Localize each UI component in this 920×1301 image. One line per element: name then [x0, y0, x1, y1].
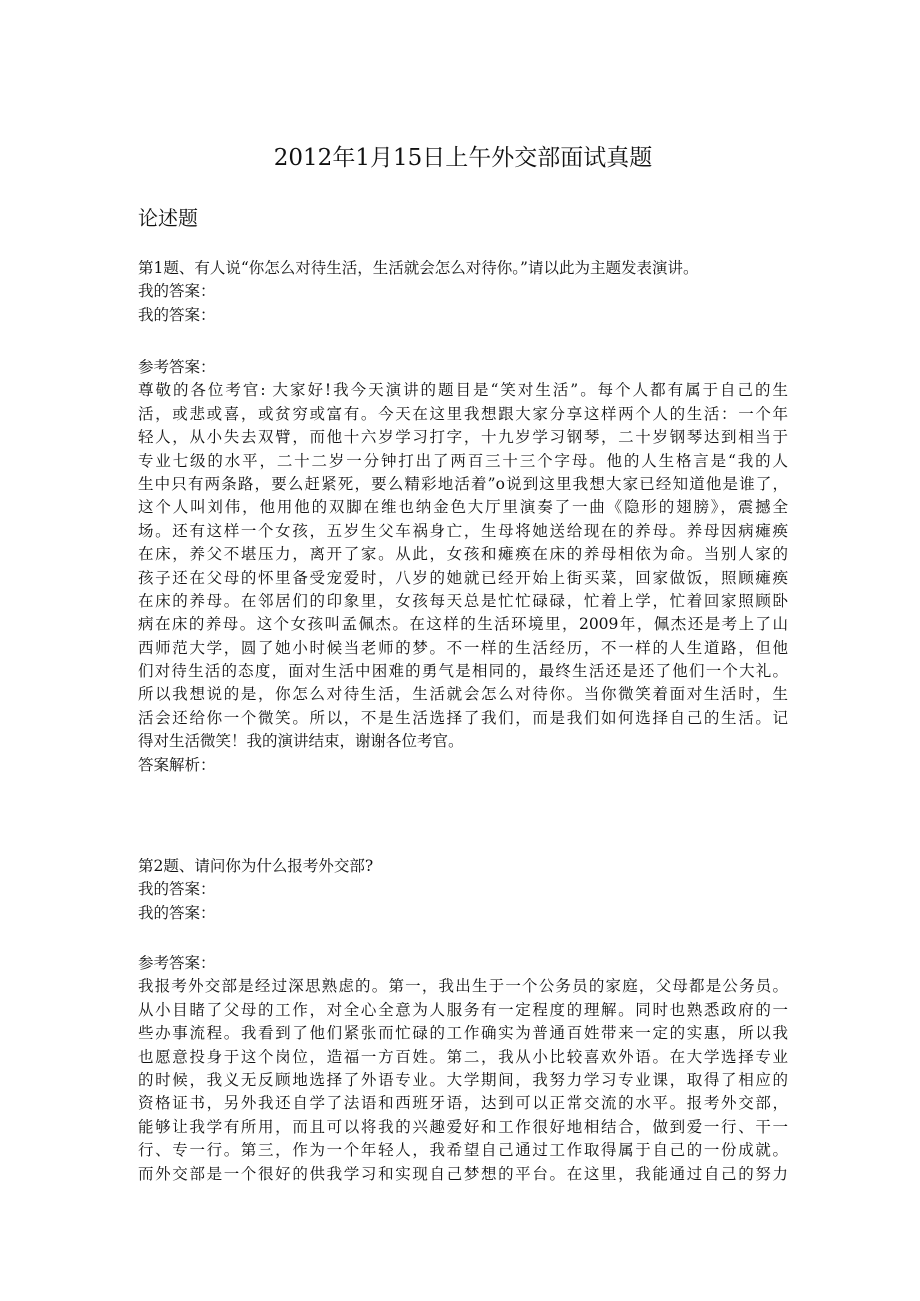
answer-line: 行、专一行。第三，作为一个年轻人，我希望自己通过工作取得属于自己的一份成就。: [138, 1141, 788, 1160]
answer-line: 所以我想说的是，你怎么对待生活，生活就会怎么对待你。当你微笑着面对生活时，生: [138, 685, 788, 704]
answer-line: 西师范大学，圆了她小时候当老师的梦。不一样的生活经历，不一样的人生道路，但他: [138, 638, 788, 657]
answer-line: 资格证书，另外我还自学了法语和西班牙语，达到可以正常交流的水平。报考外交部，: [138, 1094, 788, 1113]
question-2-reference-label: 参考答案：: [138, 954, 216, 972]
question-1-block: [138, 257, 788, 327]
section-heading: 论述题: [138, 206, 198, 230]
answer-line: 们对待生活的态度，面对生活中困难的勇气是相同的，最终生活还是还了他们一个大礼。: [138, 662, 788, 681]
answer-line: 得对生活微笑！我的演讲结束，谢谢各位考官。: [138, 732, 464, 751]
answer-line: 这个人叫刘伟，他用他的双脚在维也纳金色大厅里演奏了一曲《隐形的翅膀》，震撼全: [138, 498, 788, 517]
question-2-block: [138, 855, 788, 925]
answer-line: 活会还给你一个微笑。所以，不是生活选择了我们，而是我们如何选择自己的生活。记: [138, 708, 788, 727]
page-title: 2012年1月15日上午外交部面试真题: [273, 145, 653, 171]
question-2-my-answer-label: 我的答案：: [138, 880, 216, 899]
question-1-my-answer-label: 我的答案：: [138, 282, 216, 301]
answer-line: 也愿意投身于这个岗位，造福一方百姓。第二，我从小比较喜欢外语。在大学选择专业: [138, 1047, 788, 1066]
question-1-reference-answer: [138, 356, 788, 777]
answer-line: 专业七级的水平，二十二岁一分钟打出了两百三十三个字母。他的人生格言是“我的人: [138, 451, 788, 470]
question-1-analysis-label: 答案解析：: [138, 755, 216, 774]
answer-line: 些办事流程。我看到了他们紧张而忙碌的工作确实为普通百姓带来一定的实惠，所以我: [138, 1024, 788, 1043]
answer-line: 从小目睹了父母的工作，对全心全意为人服务有一定程度的理解。同时也熟悉政府的一: [138, 1000, 788, 1019]
question-1-text: 第1题、有人说“你怎么对待生活，生活就会怎么对待你。”请以此为主题发表演讲。: [138, 259, 699, 277]
answer-line: 孩子还在父母的怀里备受宠爱时，八岁的她就已经开始上街买菜，回家做饭，照顾瘫痪: [138, 568, 788, 587]
answer-line: 而外交部是一个很好的供我学习和实现自己梦想的平台。在这里，我能通过自己的努力: [138, 1164, 788, 1183]
answer-line: 生中只有两条路，要么赶紧死，要么精彩地活着”o说到这里我想大家已经知道他是谁了，: [138, 474, 788, 493]
answer-line: 尊敬的各位考官: 大家好!我今天演讲的题目是“笑对生活”。每个人都有属于自己的生: [138, 381, 788, 400]
answer-line: 能够让我学有所用，而且可以将我的兴趣爱好和工作很好地相结合，做到爱一行、干一: [138, 1117, 788, 1136]
answer-line: 我报考外交部是经过深思熟虑的。第一，我出生于一个公务员的家庭，父母都是公务员。: [138, 977, 788, 996]
answer-line: 在床的养母。在邻居们的印象里，女孩每天总是忙忙碌碌，忙着上学，忙着回家照顾卧: [138, 591, 788, 610]
answer-line: 病在床的养母。这个女孩叫孟佩杰。在这样的生活环境里，2009年，佩杰还是考上了山: [138, 615, 788, 634]
question-2-text: 第2题、请问你为什么报考外交部?: [138, 857, 374, 875]
question-1-my-answer-label-2: 我的答案：: [138, 305, 216, 324]
answer-line: 在床，养父不堪压力，离开了家。从此，女孩和瘫痪在床的养母相依为命。当别人家的: [138, 545, 788, 564]
question-1-reference-label: 参考答案：: [138, 358, 216, 376]
answer-line: 活，或悲或喜，或贫穷或富有。今天在这里我想跟大家分享这样两个人的生活：一个年: [138, 404, 788, 423]
answer-line: 轻人，从小失去双臂，而他十六岁学习打字，十九岁学习钢琴，二十岁钢琴达到相当于: [138, 428, 788, 447]
question-2-my-answer-label-2: 我的答案：: [138, 903, 216, 922]
answer-line: 的时候，我义无反顾地选择了外语专业。大学期间，我努力学习专业课，取得了相应的: [138, 1070, 788, 1089]
question-2-reference-answer: [138, 952, 788, 1186]
answer-line: 场。还有这样一个女孩，五岁生父车祸身亡，生母将她送给现在的养母。养母因病瘫痪: [138, 521, 788, 540]
